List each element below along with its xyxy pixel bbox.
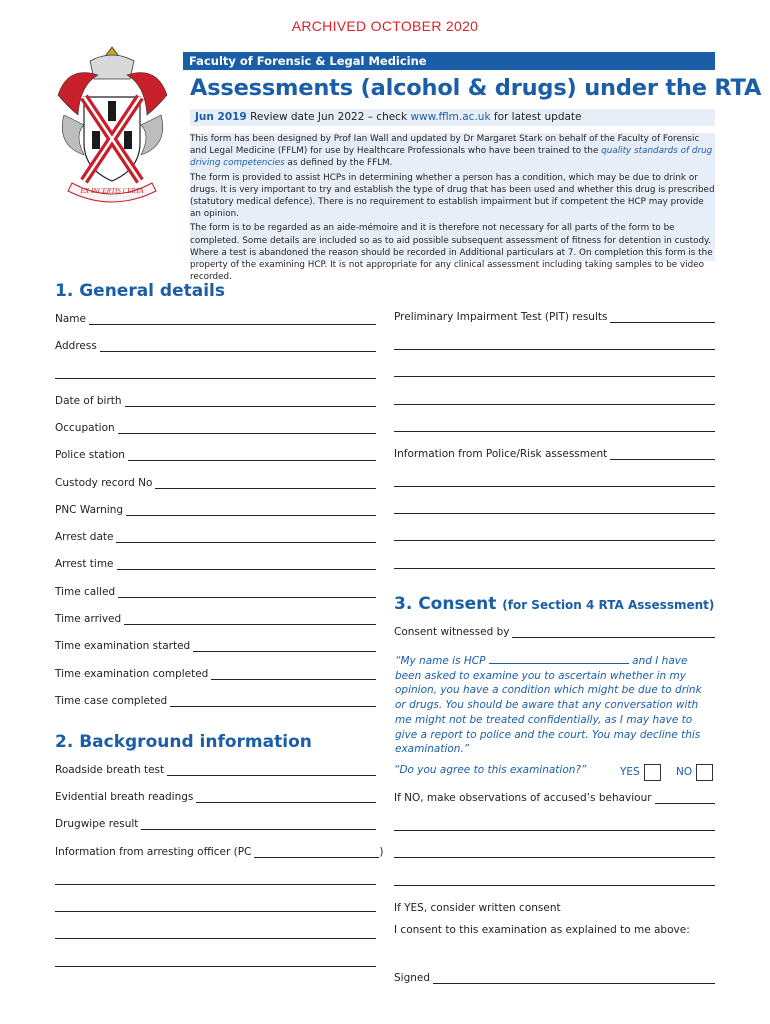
review-suffix: for latest update [493,111,582,123]
roadside-breath-field[interactable]: Roadside breath test [55,764,376,776]
time-called-field[interactable]: Time called [55,586,376,598]
consent-question: “Do you agree to this examination?” [394,764,587,776]
name-field[interactable]: Name [55,313,376,325]
pit-line-2[interactable] [394,376,715,377]
time-exam-started-field[interactable]: Time examination started [55,640,376,652]
occupation-field[interactable]: Occupation [55,422,376,434]
consent-statement: “My name is HCP and I have been asked to examine you to ascertain whether in my opinion, you have a condition which might be due to drink or drugs. You should be aware that any conversation with me might not be treated confidentially, as I may have to give a report to police and the court. You may decline this examination.” [395,655,702,756]
police-info-line-2[interactable] [394,513,715,514]
behaviour-line-2[interactable] [394,857,715,858]
faculty-banner: Faculty of Forensic & Legal Medicine [183,52,715,70]
officer-info-line-3[interactable] [55,938,376,939]
arresting-officer-field[interactable]: Information from arresting officer (PC ) [55,846,384,858]
police-info-line-4[interactable] [394,568,715,569]
time-exam-completed-field[interactable]: Time examination completed [55,668,376,680]
review-text: Review date Jun 2022 – check [250,111,408,123]
officer-info-line-4[interactable] [55,966,376,967]
address-field[interactable]: Address [55,340,376,352]
drugwipe-field[interactable]: Drugwipe result [55,818,376,830]
consent-question-row [394,764,715,776]
police-info-field[interactable]: Information from Police/Risk assessment [394,448,715,460]
competencies-link[interactable]: quality standards of drug driving competencies [190,146,713,169]
pit-results-field[interactable]: Preliminary Impairment Test (PIT) results [394,311,715,323]
police-info-line-3[interactable] [394,540,715,541]
officer-info-line-1[interactable] [55,884,376,885]
intro-para-1: This form has been designed by Prof Ian Wall and updated by Dr Margaret Stark on behalf of the Faculty of Forensic and Legal Medicine (FFLM) for use by Healthcare Professionals who have been trained to the quality standards of drug driving competencies as defined by the FFLM. [190,134,713,169]
section-2-heading: 2. Background information [55,732,312,752]
signed-field[interactable]: Signed [394,972,715,984]
arrest-time-field[interactable]: Arrest time [55,558,376,570]
intro-text [190,133,715,283]
arrest-date-field[interactable]: Arrest date [55,531,376,543]
archived-notice: ARCHIVED OCTOBER 2020 [291,18,479,34]
behaviour-line-3[interactable] [394,885,715,886]
pnc-warning-field[interactable]: PNC Warning [55,504,376,516]
officer-info-line-2[interactable] [55,911,376,912]
if-no-field[interactable]: If NO, make observations of accused’s behaviour [394,792,715,804]
page-title: Assessments (alcohol & drugs) under the RTA [190,75,762,101]
intro-para-2: The form is provided to assist HCPs in determining whether a person has a condition, which may be due to drink or drugs. It is very important to try and establish the type of drug that has been used and whether this drug is prescribed (statutory medical defence). There is no requirement to establish impairment but if competent the HCP may provide an opinion. [190,172,715,220]
fflm-link[interactable]: www.fflm.ac.uk [410,111,491,123]
time-arrived-field[interactable]: Time arrived [55,613,376,625]
police-station-field[interactable]: Police station [55,449,376,461]
no-checkbox[interactable] [696,764,713,781]
yes-label: YES [620,766,640,778]
time-case-completed-field[interactable]: Time case completed [55,695,376,707]
evidential-breath-field[interactable]: Evidential breath readings [55,791,376,803]
pit-line-4[interactable] [394,431,715,432]
pit-line-3[interactable] [394,404,715,405]
police-info-line-1[interactable] [394,486,715,487]
fflm-crest-logo [50,45,175,205]
consent-text: I consent to this examination as explained to me above: [394,924,690,936]
yes-checkbox[interactable] [644,764,661,781]
dob-field[interactable]: Date of birth [55,395,376,407]
section-1-heading: 1. General details [55,281,225,301]
section-3-heading: 3. Consent (for Section 4 RTA Assessment) [394,594,715,614]
consent-witnessed-field[interactable]: Consent witnessed by [394,626,715,638]
issue-date: Jun 2019 [195,111,247,123]
if-yes-text: If YES, consider written consent [394,902,561,914]
custody-record-field[interactable]: Custody record No [55,477,376,489]
behaviour-line-1[interactable] [394,830,715,831]
pit-line-1[interactable] [394,349,715,350]
intro-para-3: The form is to be regarded as an aide-mémoire and it is therefore not necessary for all parts of the form to be completed. Some details are included so as to aid possible subsequent assessment of fitness for detention in custody. Where a test is abandoned the reason should be recorded in Additional particulars at 7. On completion this form is the property of the examining HCP. It is not appropriate for any clinical assessment including taking samples to be video recorded. [190,223,713,283]
no-label: NO [676,766,693,778]
review-bar [190,109,715,126]
address-line-2[interactable] [55,378,376,379]
hcp-name-blank[interactable] [489,653,629,664]
svg-text:EX INCERTIS CERTA: EX INCERTIS CERTA [80,187,144,195]
section-3-subheading: (for Section 4 RTA Assessment) [502,598,715,612]
